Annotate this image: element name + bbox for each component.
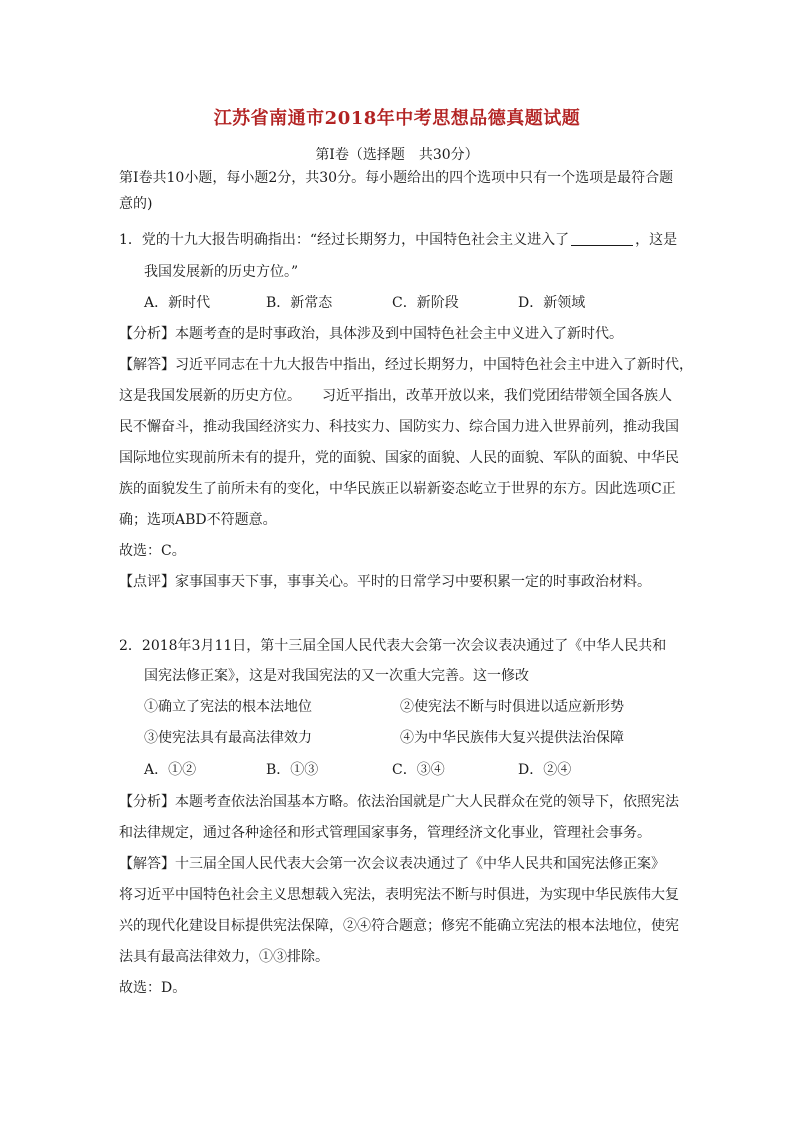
q2-answer-line: 【解答】十三届全国人民代表大会第一次会议表决通过了《中华人民共和国宪法修正案》 <box>119 856 665 872</box>
q1-answer-line: 族的面貌发生了前所未有的变化，中华民族正以崭新姿态屹立于世界的东方。因此选项C正 <box>119 481 676 497</box>
q1-stem-text: 1．党的十九大报告明确指出：“经过长期努力，中国特色社会主义进入了 <box>119 232 570 248</box>
q2-answer-line: 兴的现代化建设目标提供宪法保障，②④符合题意；修宪不能确立宪法的根本法地位，使宪 <box>119 918 679 934</box>
q2-statement-1: ①确立了宪法的根本法地位 <box>144 699 312 715</box>
q2-stem-line: 2．2018年3月11日，第十三届全国人民代表大会第一次会议表决通过了《中华人民共和 <box>119 638 667 654</box>
document-title: 江苏省南通市2018年中考思想品德真题试题 <box>213 108 581 129</box>
q2-answer-line: 将习近平中国特色社会主义思想载入宪法，表明宪法不断与时俱进，为实现中华民族伟大复 <box>119 887 679 903</box>
q1-stem <box>119 230 677 250</box>
q2-statement-2: ②使宪法不断与时俱进以适应新形势 <box>400 699 624 715</box>
q2-answer-line: 法具有最高法律效力，①③排除。 <box>119 949 329 965</box>
q2-statement-3: ③使宪法具有最高法律效力 <box>144 730 312 746</box>
q1-choice: 故选：C。 <box>119 543 186 559</box>
section-heading: 第Ⅰ卷（选择题 共30分） <box>315 147 479 163</box>
q1-answer-blank <box>571 231 633 246</box>
q1-answer-line: 【解答】习近平同志在十九大报告中指出，经过长期努力，中国特色社会主中进入了新时代， <box>119 357 693 373</box>
q1-option-b: B．新常态 <box>266 295 333 311</box>
q2-choice: 故选：D。 <box>119 980 187 996</box>
q2-option-c: C．③④ <box>392 762 445 778</box>
q2-statement-4: ④为中华民族伟大复兴提供法治保障 <box>400 730 624 746</box>
q2-option-b: B．①③ <box>266 762 319 778</box>
q1-answer-line: 国际地位实现前所未有的提升，党的面貌、国家的面貌、人民的面貌、军队的面貌、中华民 <box>119 450 679 466</box>
q1-answer-line: 确；选项ABD不符题意。 <box>119 512 277 528</box>
q1-option-d: D．新领域 <box>518 295 586 311</box>
q1-analysis: 【分析】本题考查的是时事政治，具体涉及到中国特色社会主中义进入了新时代。 <box>119 326 623 342</box>
q2-analysis-line: 【分析】本题考查依法治国基本方略。依法治国就是广大人民群众在党的领导下，依照宪法 <box>119 794 679 810</box>
q1-option-a: A．新时代 <box>144 295 211 311</box>
q1-stem-text-end: ，这是 <box>635 232 678 248</box>
q1-comment: 【点评】家事国事天下事，事事关心。平时的日常学习中要积累一定的时事政治材料。 <box>119 574 651 590</box>
q1-answer-line: 这是我国发展新的历史方位。 习近平指出，改革开放以来，我们党团结带领全国各族人 <box>119 388 672 404</box>
instructions-line-1: 第Ⅰ卷共10小题，每小题2分，共30分。每小题给出的四个选项中只有一个选项是最符合题 <box>119 170 674 186</box>
q2-option-d: D．②④ <box>518 762 572 778</box>
q2-analysis-line: 和法律规定，通过各种途径和形式管理国家事务，管理经济文化事业，管理社会事务。 <box>119 825 651 841</box>
q1-stem-cont: 我国发展新的历史方位。” <box>144 264 299 280</box>
q2-option-a: A．①② <box>144 762 197 778</box>
q1-answer-line: 民不懈奋斗，推动我国经济实力、科技实力、国防实力、综合国力进入世界前列，推动我国 <box>119 419 679 435</box>
q2-stem-line: 国宪法修正案》，这是对我国宪法的又一次重大完善。这一修改 <box>144 668 529 684</box>
q1-option-c: C．新阶段 <box>392 295 459 311</box>
instructions-line-2: 意的) <box>119 196 153 212</box>
